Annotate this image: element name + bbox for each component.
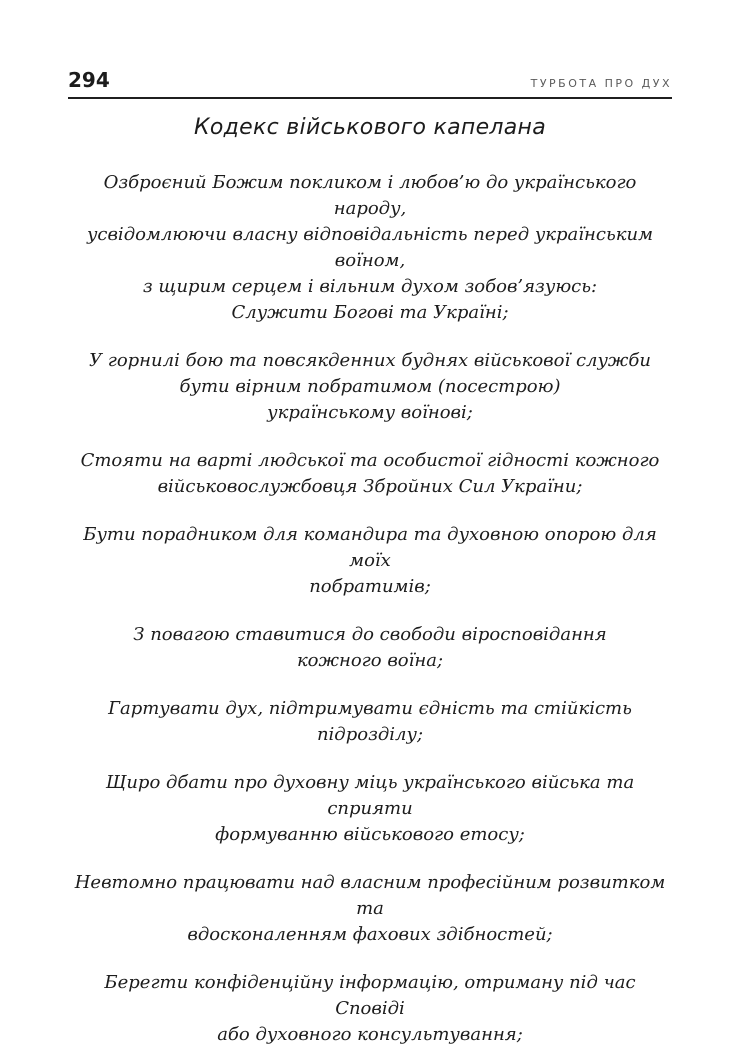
page-number: 294 [68,68,110,92]
code-paragraph: Невтомно працювати над власним професійним розвитком та вдосконаленням фахових здібностей; [74,872,666,945]
code-paragraph: Берегти конфіденційну інформацію, отриману під час Сповіді або духовного консультування; [104,972,636,1045]
code-paragraph: Щиро дбати про духовну міць українського війська та сприяти формуванню військового етосу; [105,772,635,845]
page-header [68,70,672,90]
running-head: ТУРБОТА ПРО ДУХ [530,77,672,90]
header-rule [68,97,672,99]
chapter-title: Кодекс військового капелана [193,115,547,140]
code-paragraph: Бути порадником для командира та духовною опорою для моїх побратимів; [83,524,657,597]
code-paragraph: Озброєний Божим покликом і любов’ю до українського народу, усвідомлюючи власну відповідальність перед українським воїном, з щирим серцем і вільним духом зобов’язуюсь: Служити Богові та Україні; [86,172,654,323]
body-text [68,170,672,1048]
code-paragraph: З повагою ставитися до свободи віросповідання кожного воїна; [133,624,607,671]
code-paragraph: Гартувати дух, підтримувати єдність та стійкість підрозділу; [108,698,632,745]
code-paragraph: Стояти на варті людської та особистої гідності кожного військовослужбовця Збройних Сил України; [80,450,660,497]
code-paragraph: У горнилі бою та повсякденних буднях військової служби бути вірним побратимом (посестрою) українському воїнові; [89,350,651,423]
